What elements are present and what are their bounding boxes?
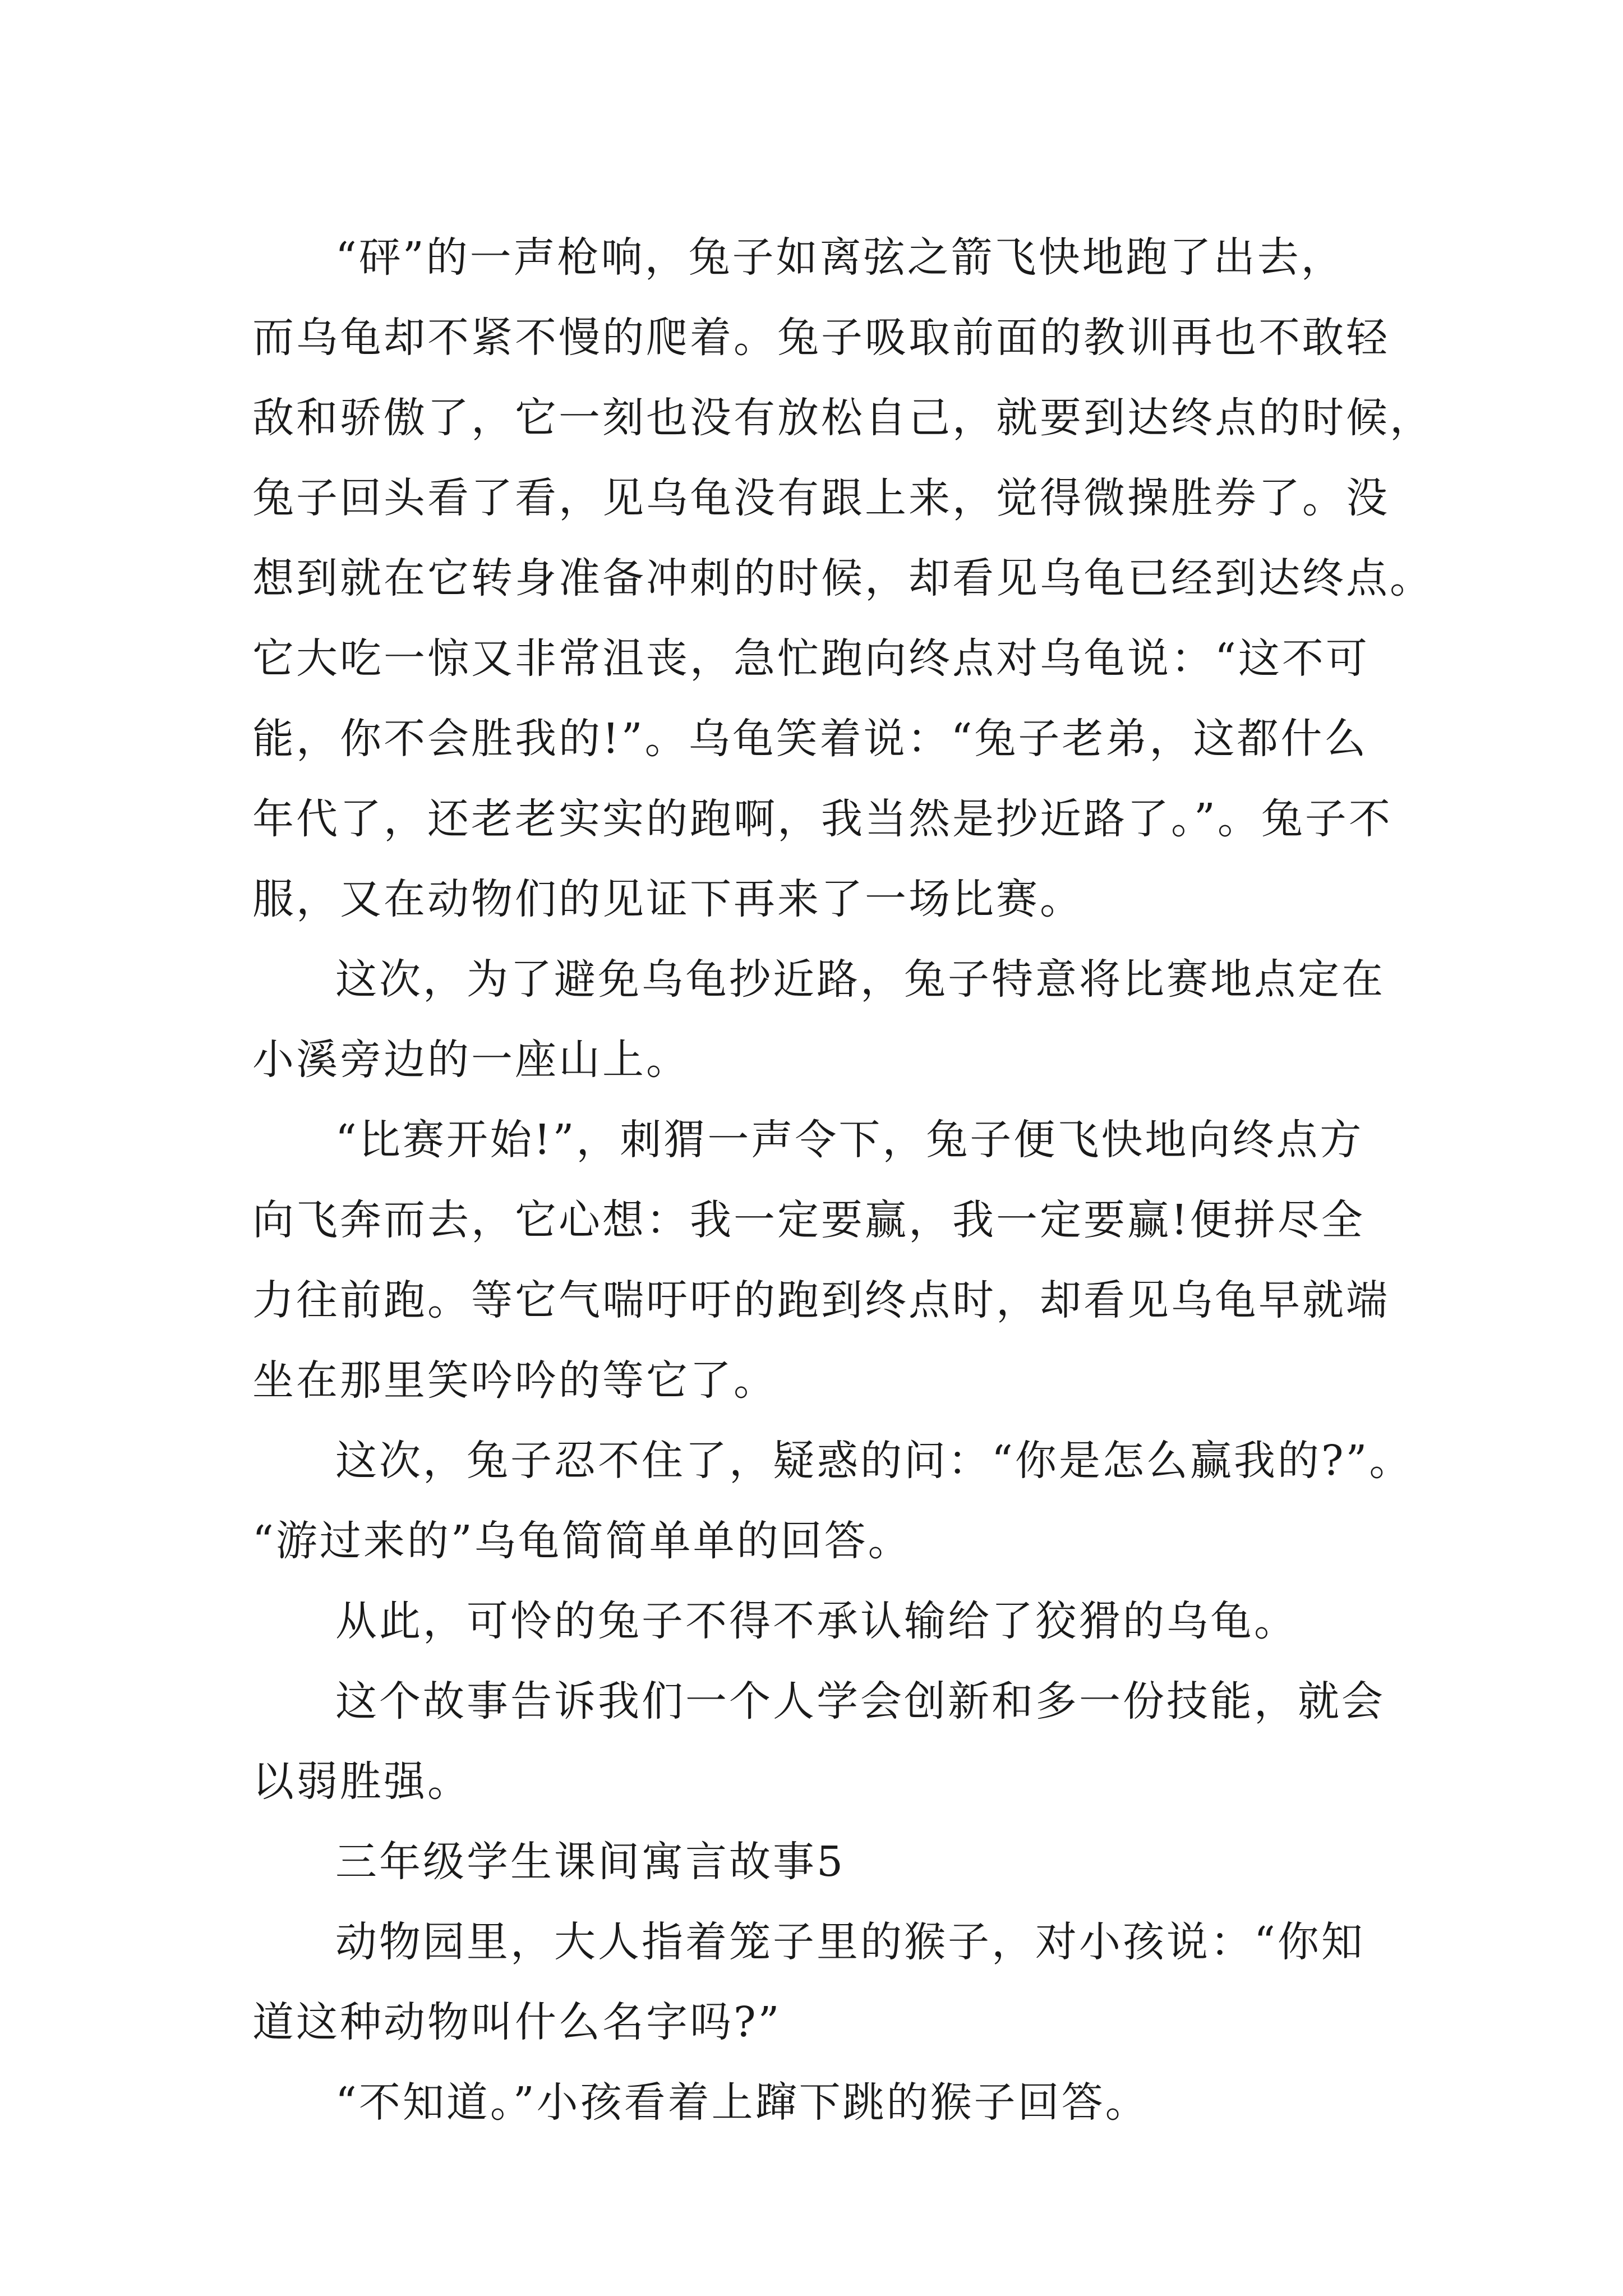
paragraph-2-line-2: 小溪旁边的一座山上。 xyxy=(252,1036,690,1084)
paragraph-3-line-1: “比赛开始!”，刺猬一声令下，兔子便飞快地向终点方 xyxy=(335,1116,1364,1164)
paragraph-8-line-2: 道这种动物叫什么名字吗?” xyxy=(252,1998,782,2046)
paragraph-1-line-6: 它大吃一惊又非常沮丧，急忙跑向终点对乌龟说：“这不可 xyxy=(252,634,1370,683)
paragraph-8-line-1: 动物园里，大人指着笼子里的猴子，对小孩说：“你知 xyxy=(335,1918,1365,1966)
paragraph-1-line-2: 而乌龟却不紧不慢的爬着。兔子吸取前面的教训再也不敢轻 xyxy=(252,314,1390,362)
paragraph-1-line-7: 能，你不会胜我的!”。乌龟笑着说：“兔子老弟，这都什么 xyxy=(252,715,1368,763)
paragraph-1-line-8: 年代了，还老老实实的跑啊，我当然是抄近路了。”。兔子不 xyxy=(252,795,1393,843)
paragraph-4-line-1: 这次，兔子忍不住了，疑惑的问：“你是怎么赢我的?”。 xyxy=(335,1437,1413,1485)
section-heading: 三年级学生课间寓言故事5 xyxy=(335,1838,846,1886)
paragraph-3-line-2: 向飞奔而去，它心想：我一定要赢，我一定要赢!便拼尽全 xyxy=(252,1196,1365,1244)
paragraph-6-line-1: 这个故事告诉我们一个人学会创新和多一份技能，就会 xyxy=(335,1677,1385,1726)
paragraph-9-line-1: “不知道。”小孩看着上蹿下跳的猴子回答。 xyxy=(335,2078,1149,2127)
paragraph-5-line-1: 从此，可怜的兔子不得不承认输给了狡猾的乌龟。 xyxy=(335,1597,1298,1645)
paragraph-1-line-5: 想到就在它转身准备冲刺的时候，却看见乌龟已经到达终点。 xyxy=(252,554,1433,602)
paragraph-1-line-3: 敌和骄傲了，它一刻也没有放松自己，就要到达终点的时候， xyxy=(252,394,1433,442)
paragraph-3-line-3: 力往前跑。等它气喘吁吁的跑到终点时，却看见乌龟早就端 xyxy=(252,1276,1390,1324)
story-text xyxy=(252,218,1486,2143)
paragraph-3-line-4: 坐在那里笑吟吟的等它了。 xyxy=(252,1356,777,1405)
paragraph-4-line-2: “游过来的”乌龟简简单单的回答。 xyxy=(252,1517,912,1565)
paragraph-2-line-1: 这次，为了避免乌龟抄近路，兔子特意将比赛地点定在 xyxy=(335,955,1385,1004)
paragraph-6-line-2: 以弱胜强。 xyxy=(252,1757,471,1806)
paragraph-1-line-1: “砰”的一声枪响，兔子如离弦之箭飞快地跑了出去， xyxy=(335,233,1345,282)
paragraph-1-line-9: 服，又在动物们的见证下再来了一场比赛。 xyxy=(252,875,1083,923)
paragraph-1-line-4: 兔子回头看了看，见乌龟没有跟上来，觉得微操胜券了。没 xyxy=(252,474,1390,522)
